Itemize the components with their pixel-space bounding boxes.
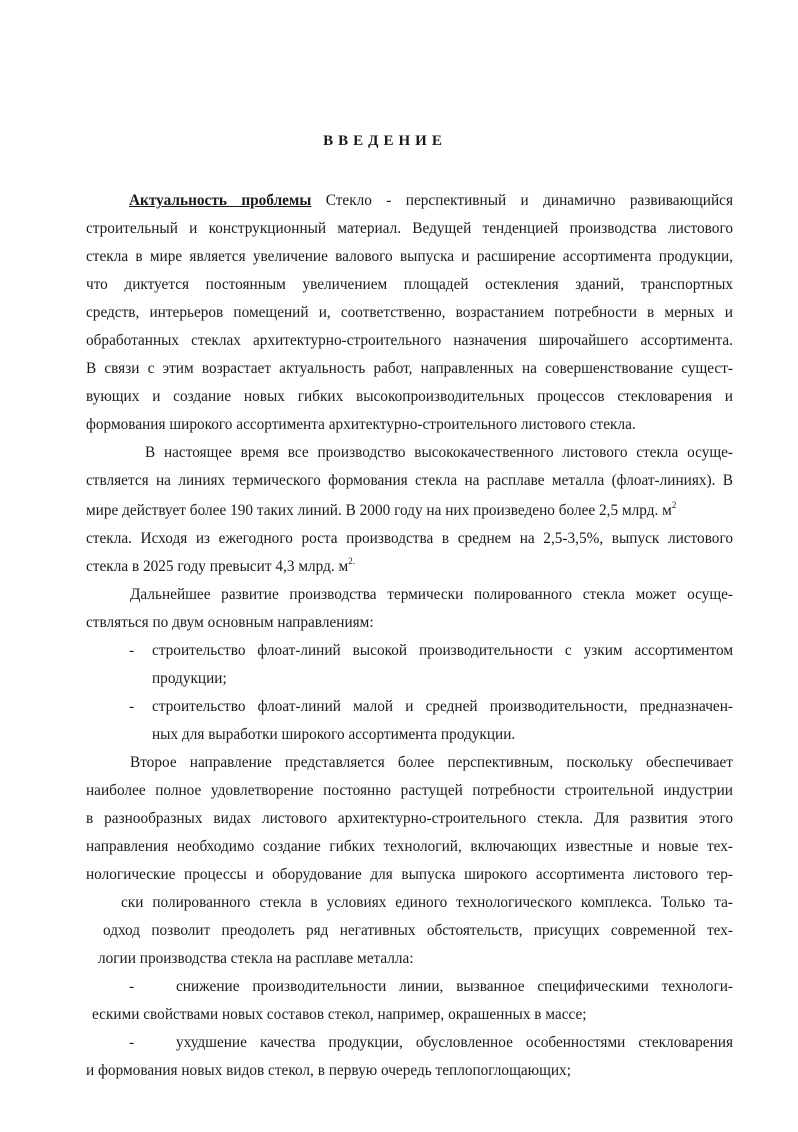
- p2-line-5-text: стекла в 2025 году превысит 4,3 млрд. м: [86, 558, 349, 575]
- p1-line-1-text: Стекло - перспективный и динамично развивающийся: [311, 192, 733, 209]
- p4-line-6: ски полированного стекла в условиях единого технологического комплекса. Только та-: [121, 894, 733, 911]
- p3-line-2: ствляться по двум основным направлениям:: [86, 614, 374, 631]
- list2-item-2-line-1: ухудшение качества продукции, обусловленное особенностями стекловарения: [176, 1034, 733, 1051]
- p4-line-3: в разнообразных видах листового архитектурно-строительного стекла. Для развития этого: [86, 810, 733, 827]
- list1-item-1-line-1: строительство флоат-линий высокой производительности с узким ассортиментом: [152, 642, 733, 659]
- list2-item-1-dash: -: [129, 978, 135, 995]
- p3-line-1: Дальнейшее развитие производства термически полированного стекла может осуще-: [130, 586, 733, 603]
- list2-item-1-line-1: снижение производительности линии, вызванное специфическими технологи-: [176, 978, 733, 995]
- p4-line-7: одход позволит преодолеть ряд негативных обстоятельств, присущих современной тех-: [103, 922, 733, 939]
- list2-item-1-line-2: ескими свойствами новых составов стекол, например, окрашенных в массе;: [92, 1006, 587, 1023]
- p1-line-6: обработанных стеклах архитектурно-строительного назначения широчайшего ассортимента.: [86, 332, 733, 349]
- p2-line-5: [86, 557, 355, 577]
- p2-line-2: ствляется на линиях термического формования стекла на расплаве металла (флоат-линиях). В: [86, 472, 733, 489]
- p1-line-9: формования широкого ассортимента архитектурно-строительного листового стекла.: [86, 416, 636, 433]
- superscript-2: 2: [671, 500, 677, 510]
- p1-line-7: В связи с этим возрастает актуальность работ, направленных на совершенствование сущест-: [86, 360, 733, 377]
- list2-item-2-line-2: и формования новых видов стекол, в первую очередь теплопоглощающих;: [86, 1062, 571, 1079]
- p4-line-5: нологические процессы и оборудование для выпуска широкого ассортимента листового тер-: [86, 866, 733, 883]
- p2-line-1: В настоящее время все производство высококачественного листового стекла осуще-: [145, 444, 733, 461]
- p1-line-2: строительный и конструкционный материал. Ведущей тенденцией производства листового: [86, 220, 733, 237]
- p4-line-4: направления необходимо создание гибких технологий, включающих известные и новые тех-: [86, 838, 733, 855]
- p1-line-4: что диктуется постоянным увеличением площадей остекления зданий, транспортных: [86, 276, 733, 293]
- p1-line-8: вующих и создание новых гибких высокопроизводительных процессов стекловарения и: [86, 388, 733, 405]
- list1-item-1-dash: -: [129, 642, 135, 659]
- p2-line-3: [86, 501, 676, 521]
- p2-line-3-text: мире действует более 190 таких линий. В 2000 году на них произведено более 2,5 млрд. м: [86, 502, 672, 519]
- list1-item-2-dash: -: [129, 698, 135, 715]
- p1-line-1: [129, 191, 733, 211]
- list1-item-1-line-2: продукции;: [152, 670, 227, 687]
- list2-item-2-dash: -: [129, 1034, 135, 1051]
- page-title: ВВЕДЕНИЕ: [323, 133, 447, 149]
- section-heading: Актуальность проблемы: [129, 192, 312, 209]
- p4-line-8: логии производства стекла на расплаве металла:: [98, 950, 414, 967]
- p1-line-5: средств, интерьеров помещений и, соответственно, возрастанием потребности в мерных и: [86, 304, 733, 321]
- list1-item-2-line-1: строительство флоат-линий малой и средней производительности, предназначен-: [152, 698, 733, 715]
- p2-line-4: стекла. Исходя из ежегодного роста производства в среднем на 2,5-3,5%, выпуск листового: [86, 530, 733, 547]
- list1-item-2-line-2: ных для выработки широкого ассортимента продукции.: [152, 726, 516, 743]
- superscript-2-dot: 2.: [348, 556, 355, 566]
- p4-line-1: Второе направление представляется более перспективным, поскольку обеспечивает: [130, 754, 733, 771]
- p4-line-2: наиболее полное удовлетворение постоянно растущей потребности строительной индустрии: [86, 782, 733, 799]
- p1-line-3: стекла в мире является увеличение валового выпуска и расширение ассортимента продукции,: [86, 248, 733, 265]
